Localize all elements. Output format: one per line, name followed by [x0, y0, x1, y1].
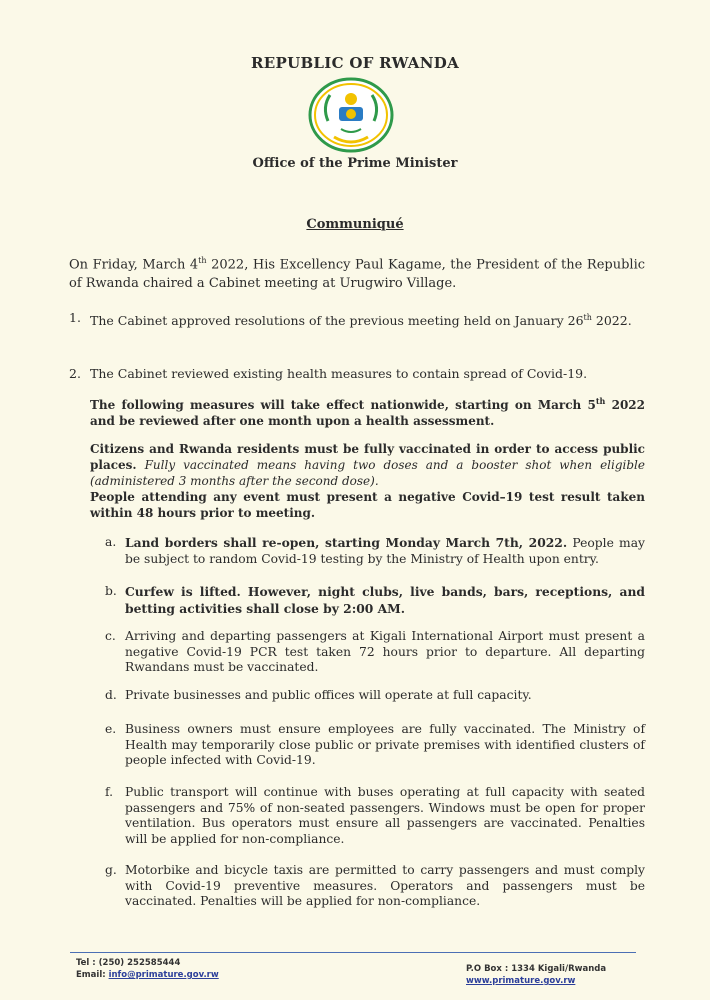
measure-item: c. Arriving and departing passengers at Kigali International Airport must present a negative Covid-19 PCR test taken 72 hours prior to departure. All departing Rwandans must be vaccinated. — [105, 629, 645, 674]
measure-item: g. Motorbike and bicycle taxis are permitted to carry passengers and must comply with Covid-19 preventive measures. Operators and passengers must be vaccinated. Penalties will be applied for non-compliance. — [105, 863, 645, 908]
coat-of-arms-seal-icon — [308, 77, 394, 153]
footer-email-label: Email: — [76, 970, 109, 980]
vaccination-requirement: Citizens and Rwanda residents must be fully vaccinated in order to access public places. Fully vaccinated means having two doses and a booster shot when eligible (administered 3 months after the second dose). People attending any event must present a negative Covid–19 test result taken within 48 hours prior to meeting. — [90, 442, 645, 520]
footer-divider — [70, 952, 636, 953]
measure-item: f. Public transport will continue with buses operating at full capacity with seated passengers and 75% of non-seated passengers. Windows must be open for proper ventilation. Bus operators must ensure all passengers are vaccinated. Penalties will be applied for non-compliance. — [105, 785, 645, 846]
measure-item: d. Private businesses and public offices will operate at full capacity. — [105, 688, 532, 702]
measure-item: b. Curfew is lifted. However, night clubs, live bands, bars, receptions, and betting activities shall close by 2:00 AM. — [105, 584, 645, 616]
footer-address — [466, 963, 606, 987]
list-item: 1. The Cabinet approved resolutions of the previous meeting held on January 26th 2022. — [69, 310, 632, 329]
footer-email-link[interactable]: info@primature.gov.rw — [108, 970, 219, 980]
footer-contact — [76, 957, 219, 981]
measure-item: e. Business owners must ensure employees are fully vaccinated. The Ministry of Health may temporarily close public or private premises with identified clusters of people infected with Covid-19. — [105, 722, 645, 767]
footer-tel: Tel : (250) 252585444 — [76, 958, 181, 968]
measures-intro: The following measures will take effect nationwide, starting on March 5th 2022 and be reviewed after one month upon a health assessment. — [90, 396, 645, 428]
footer-po-box: P.O Box : 1334 Kigali/Rwanda — [466, 964, 607, 974]
republic-heading: REPUBLIC OF RWANDA — [250, 54, 460, 72]
intro-paragraph: On Friday, March 4th 2022, His Excellency Paul Kagame, the President of the Republic of Rwanda chaired a Cabinet meeting at Urugwiro Village. — [69, 256, 646, 292]
office-heading: Office of the Prime Minister — [252, 156, 458, 171]
footer-website-link[interactable]: www.primature.gov.rw — [466, 976, 576, 986]
measure-item: a. Land borders shall re-open, starting Monday March 7th, 2022. People may be subject to random Covid-19 testing by the Ministry of Health upon entry. — [105, 535, 645, 566]
list-item: 2. The Cabinet reviewed existing health measures to contain spread of Covid-19. — [69, 366, 588, 381]
communique-title: Communiqué — [306, 217, 404, 232]
